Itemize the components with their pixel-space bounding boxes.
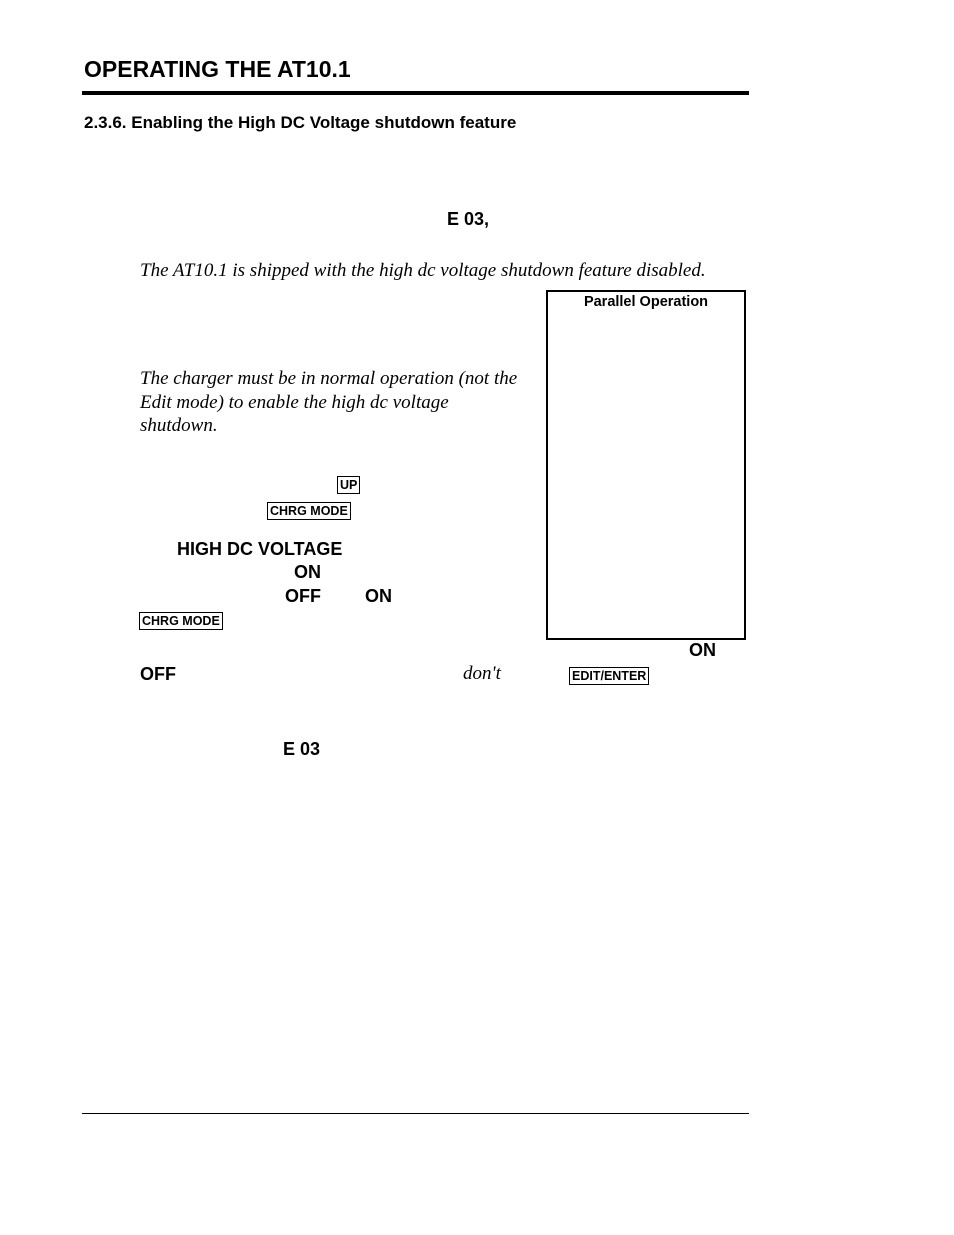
display-on-option: ON	[365, 586, 392, 606]
up-key: UP	[337, 476, 360, 494]
display-code-e03-comma: E 03,	[447, 209, 490, 229]
chrg-mode-key: CHRG MODE	[267, 502, 351, 520]
display-off: OFF	[285, 586, 321, 606]
display-high-dc-voltage: HIGH DC VOLTAGE	[177, 539, 343, 559]
chrg-mode-key-2: CHRG MODE	[139, 612, 223, 630]
display-off-result: OFF	[140, 664, 176, 684]
charger-note: The charger must be in normal operation (not the Edit mode) to enable the high dc voltage shutdown.	[140, 368, 518, 436]
display-on: ON	[294, 562, 321, 582]
parallel-operation-title: Parallel Operation	[583, 294, 709, 310]
display-on-result: ON	[689, 640, 716, 660]
dont-text: don't	[463, 663, 501, 684]
parallel-operation-box	[546, 290, 746, 640]
display-code-e03: E 03	[283, 739, 321, 759]
section-heading: 2.3.6. Enabling the High DC Voltage shutdown feature	[84, 113, 517, 132]
header-rule	[82, 91, 749, 95]
page-title: OPERATING THE AT10.1	[84, 56, 351, 82]
footer-rule	[82, 1113, 749, 1114]
edit-enter-key: EDIT/ENTER	[569, 667, 649, 685]
shipped-note: The AT10.1 is shipped with the high dc voltage shutdown feature disabled.	[140, 260, 706, 281]
